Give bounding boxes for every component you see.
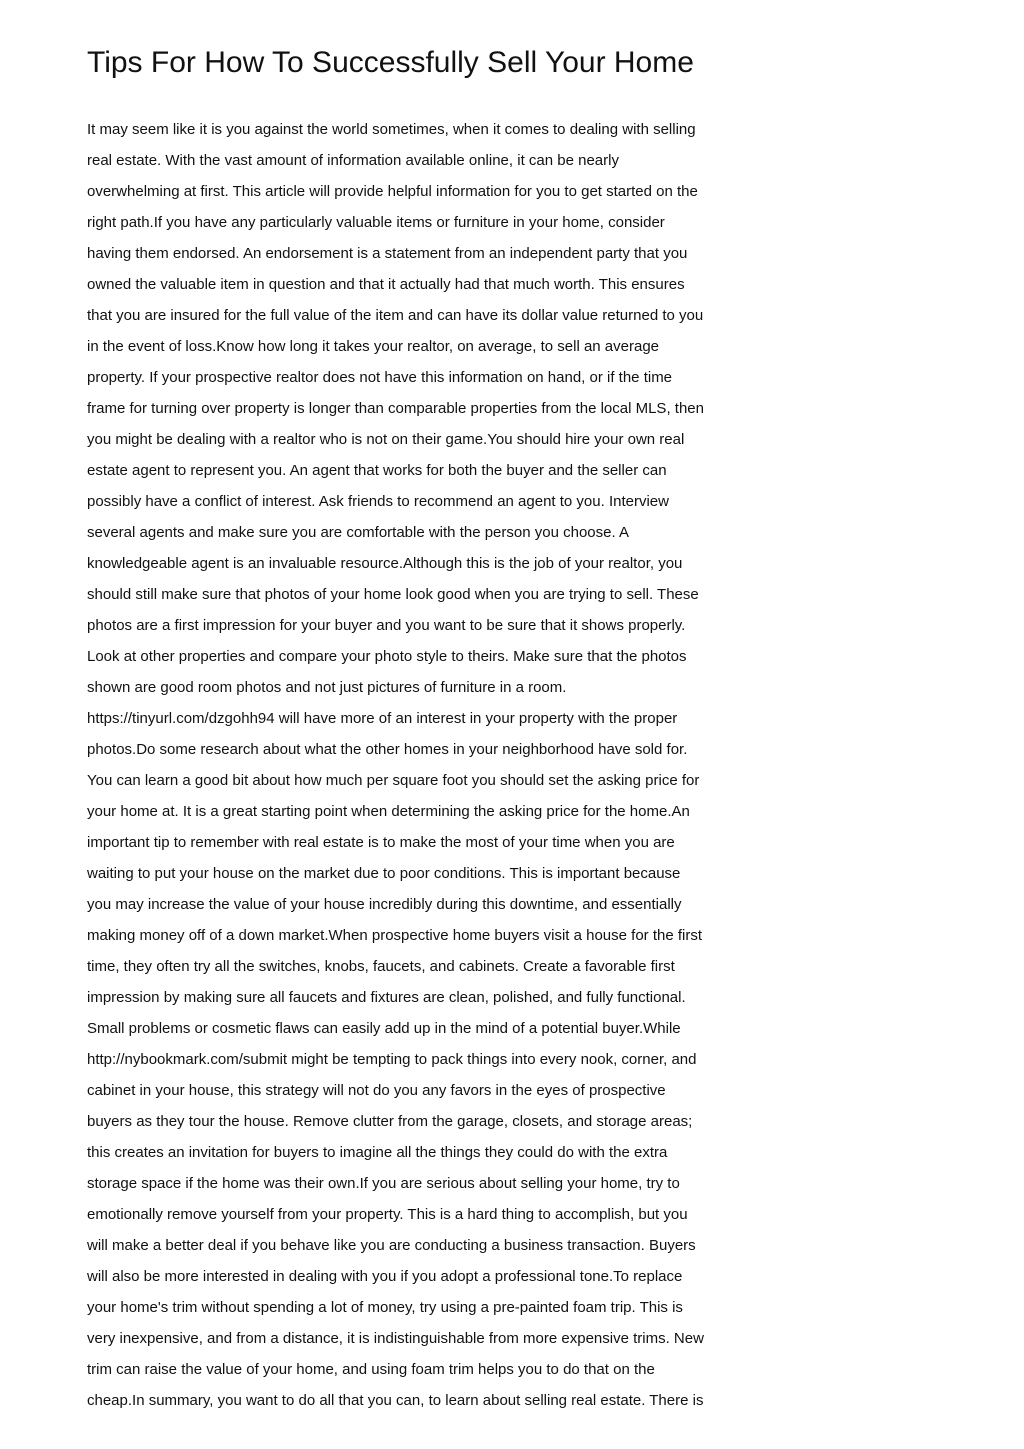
body-text-line: estate agent to represent you. An agent that works for both the buyer and the seller can xyxy=(87,462,667,479)
body-text-line: It may seem like it is you against the world sometimes, when it comes to dealing with selling xyxy=(87,121,696,138)
body-text-line: very inexpensive, and from a distance, it is indistinguishable from more expensive trims. New xyxy=(87,1330,704,1347)
body-text-line: https://tinyurl.com/dzgohh94 will have more of an interest in your property with the proper xyxy=(87,710,678,727)
body-text-line: you might be dealing with a realtor who is not on their game.You should hire your own real xyxy=(87,431,685,448)
body-text-line: right path.If you have any particularly valuable items or furniture in your home, consider xyxy=(87,214,665,231)
body-text-line: Small problems or cosmetic flaws can easily add up in the mind of a potential buyer.While xyxy=(87,1020,681,1037)
body-text-line: important tip to remember with real estate is to make the most of your time when you are xyxy=(87,834,675,851)
body-text-line: emotionally remove yourself from your property. This is a hard thing to accomplish, but you xyxy=(87,1206,688,1223)
body-text-line: will make a better deal if you behave like you are conducting a business transaction. Buyers xyxy=(87,1237,696,1254)
body-text-line: storage space if the home was their own.If you are serious about selling your home, try to xyxy=(87,1175,680,1192)
body-text-line: should still make sure that photos of your home look good when you are trying to sell. These xyxy=(87,586,699,603)
body-text-line: impression by making sure all faucets and fixtures are clean, polished, and fully functional. xyxy=(87,989,686,1006)
body-text-line: time, they often try all the switches, knobs, faucets, and cabinets. Create a favorable first xyxy=(87,958,675,975)
body-text-line: Look at other properties and compare your photo style to theirs. Make sure that the photos xyxy=(87,648,687,665)
body-text-line: possibly have a conflict of interest. Ask friends to recommend an agent to you. Interview xyxy=(87,493,669,510)
body-text-line: that you are insured for the full value of the item and can have its dollar value returned to you xyxy=(87,307,704,324)
body-text-line: in the event of loss.Know how long it takes your realtor, on average, to sell an average xyxy=(87,338,660,355)
body-text-line: several agents and make sure you are comfortable with the person you choose. A xyxy=(87,524,629,541)
body-text-line: real estate. With the vast amount of information available online, it can be nearly xyxy=(87,152,619,169)
body-text-line: cheap.In summary, you want to do all that you can, to learn about selling real estate. There is xyxy=(87,1392,704,1409)
body-text-line: having them endorsed. An endorsement is a statement from an independent party that you xyxy=(87,245,688,262)
body-text-line: You can learn a good bit about how much per square foot you should set the asking price for xyxy=(87,772,700,789)
body-text-line: frame for turning over property is longer than comparable properties from the local MLS, then xyxy=(87,400,704,417)
body-text-line: will also be more interested in dealing with you if you adopt a professional tone.To replace xyxy=(87,1268,683,1285)
body-text-line: making money off of a down market.When prospective home buyers visit a house for the first xyxy=(87,927,703,944)
body-text-line: overwhelming at first. This article will provide helpful information for you to get started on the xyxy=(87,183,698,200)
article-body xyxy=(87,114,947,1416)
body-text-line: waiting to put your house on the market due to poor conditions. This is important because xyxy=(87,865,681,882)
body-text-line: you may increase the value of your house incredibly during this downtime, and essentially xyxy=(87,896,682,913)
body-text-line: knowledgeable agent is an invaluable resource.Although this is the job of your realtor, you xyxy=(87,555,683,572)
body-text-line: buyers as they tour the house. Remove clutter from the garage, closets, and storage areas; xyxy=(87,1113,693,1130)
body-text-line: trim can raise the value of your home, and using foam trim helps you to do that on the xyxy=(87,1361,655,1378)
body-text-line: owned the valuable item in question and that it actually had that much worth. This ensures xyxy=(87,276,685,293)
body-text-line: property. If your prospective realtor does not have this information on hand, or if the time xyxy=(87,369,673,386)
page-title: Tips For How To Successfully Sell Your Home xyxy=(87,46,694,79)
body-text-line: this creates an invitation for buyers to imagine all the things they could do with the extra xyxy=(87,1144,668,1161)
body-text-line: cabinet in your house, this strategy will not do you any favors in the eyes of prospective xyxy=(87,1082,666,1099)
body-text-line: http://nybookmark.com/submit might be tempting to pack things into every nook, corner, and xyxy=(87,1051,697,1068)
body-text-line: your home at. It is a great starting point when determining the asking price for the home.An xyxy=(87,803,690,820)
body-text-line: photos.Do some research about what the other homes in your neighborhood have sold for. xyxy=(87,741,688,758)
body-text-line: shown are good room photos and not just pictures of furniture in a room. xyxy=(87,679,567,696)
body-text-line: your home's trim without spending a lot of money, try using a pre-painted foam trip. This is xyxy=(87,1299,683,1316)
body-text-line: photos are a first impression for your buyer and you want to be sure that it shows properly. xyxy=(87,617,686,634)
